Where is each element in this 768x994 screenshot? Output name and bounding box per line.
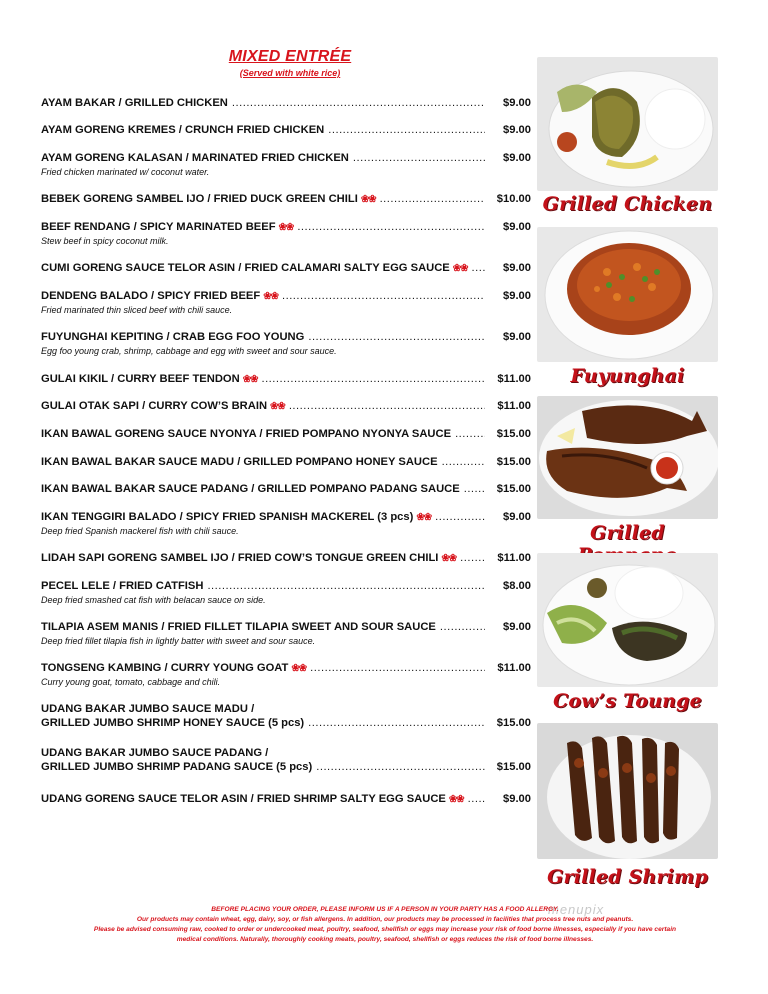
menu-item (41, 124, 531, 138)
chili-pepper-icon: ❀❀ (360, 194, 376, 205)
menu-item (41, 221, 531, 246)
dot-leader (261, 373, 485, 385)
menu-item-line (41, 703, 531, 717)
photo-caption: Cow’s Tounge (553, 690, 702, 712)
menu-item-price: $11.00 (497, 552, 531, 564)
grilled-shrimp-image (537, 723, 718, 859)
dot-leader (207, 580, 485, 592)
photo-caption: Grilled Chicken (542, 193, 713, 215)
menu-item (41, 373, 531, 387)
dot-leader (310, 662, 485, 674)
menu-item-price: $11.00 (497, 662, 531, 674)
menu-item-name: GULAI OTAK SAPI / CURRY COW’S BRAIN (41, 400, 268, 412)
menu-item (41, 483, 531, 497)
menu-item-line (41, 621, 531, 635)
menu-item-price: $11.00 (497, 400, 531, 412)
menu-item-name: GULAI KIKIL / CURRY BEEF TENDON (41, 373, 240, 385)
chili-pepper-icon: ❀❀ (441, 553, 457, 564)
dot-leader (380, 193, 485, 205)
dot-leader (308, 331, 485, 343)
grilled-chicken-image (537, 57, 718, 191)
menu-item-price: $9.00 (503, 290, 531, 302)
dot-leader (472, 262, 485, 274)
menu-item-name: IKAN TENGGIRI BALADO / SPICY FRIED SPANISH MACKEREL (3 pcs) (41, 511, 414, 523)
menu-item (41, 511, 531, 536)
menu-item (41, 152, 531, 177)
menu-item-price: $10.00 (496, 193, 531, 205)
menu-item-name: BEEF RENDANG / SPICY MARINATED BEEF (41, 221, 276, 233)
menu-item-line (41, 290, 531, 304)
cows-tongue-image (537, 553, 718, 687)
menu-item-name: GRILLED JUMBO SHRIMP HONEY SAUCE (5 pcs) (41, 717, 305, 729)
allergy-notice-line: BEFORE PLACING YOUR ORDER, PLEASE INFORM US IF A PERSON IN YOUR PARTY HAS A FOOD ALLERGY. (211, 906, 559, 913)
menu-item-name: PECEL LELE / FRIED CATFISH (41, 580, 204, 592)
menu-item-line (41, 747, 531, 761)
chili-pepper-icon: ❀❀ (242, 374, 258, 385)
menu-item-line (41, 331, 531, 345)
menu-item-name: DENDENG BALADO / SPICY FRIED BEEF (41, 290, 261, 302)
menu-item-name: UDANG BAKAR JUMBO SAUCE PADANG / (41, 747, 269, 759)
menu-item-line (41, 400, 531, 414)
menu-item (41, 400, 531, 414)
dot-leader (468, 793, 485, 805)
menu-item-description: Deep fried Spanish mackerel fish with chili sauce. (41, 526, 239, 536)
dot-leader (353, 152, 485, 164)
menu-item-line (41, 717, 531, 731)
menu-item (41, 580, 531, 605)
menu-item (41, 621, 531, 646)
chili-pepper-icon: ❀❀ (416, 512, 432, 523)
menu-item-line (41, 428, 531, 442)
allergy-notice-line: medical conditions. Naturally, thoroughly cooking meats, poultry, seafood, shellfish or eggs reduces the risk of food borne illnesses. (176, 936, 594, 943)
menu-item-line (41, 580, 531, 594)
menu-item-name: LIDAH SAPI GORENG SAMBEL IJO / FRIED COW’S TONGUE GREEN CHILI (41, 552, 439, 564)
menu-item-price: $9.00 (503, 793, 531, 805)
menu-item (41, 428, 531, 442)
dot-leader (455, 428, 485, 440)
menu-item-line (41, 662, 531, 676)
dot-leader (316, 761, 485, 773)
menu-item-name: UDANG GORENG SAUCE TELOR ASIN / FRIED SHRIMP SALTY EGG SAUCE (41, 793, 446, 805)
menu-item-line (41, 793, 531, 807)
dot-leader (289, 400, 485, 412)
menu-item-line (41, 193, 531, 207)
photo-grilled-pompano (537, 396, 718, 519)
menu-item-description: Egg foo young crab, shrimp, cabbage and egg with sweet and sour sauce. (41, 346, 337, 356)
menu-item-price: $9.00 (503, 152, 531, 164)
menu-item (41, 262, 531, 276)
menu-item-name: FUYUNGHAI KEPITING / CRAB EGG FOO YOUNG (41, 331, 305, 343)
dot-leader (435, 511, 485, 523)
menu-item (41, 747, 531, 775)
menu-item-line (41, 761, 531, 775)
menu-item-price: $9.00 (503, 331, 531, 343)
menu-item-price: $15.00 (496, 456, 531, 468)
menu-item-description: Curry young goat, tomato, cabbage and chili. (41, 677, 221, 687)
allergy-notice-line: Our products may contain wheat, egg, dairy, soy, or fish allergens. In addition, our products may be processed in facilities that process tree nuts and peanuts. (136, 916, 634, 923)
section-subtitle: (Served with white rice) (239, 68, 341, 78)
menu-item (41, 662, 531, 687)
menu-item (41, 793, 531, 807)
photo-caption: Grilled Shrimp (547, 866, 708, 888)
dot-leader (232, 97, 485, 109)
allergy-notice (40, 905, 730, 945)
dot-leader (297, 221, 485, 233)
menu-item-name: IKAN BAWAL BAKAR SAUCE PADANG / GRILLED POMPANO PADANG SAUCE (41, 483, 460, 495)
menu-item-price: $9.00 (503, 262, 531, 274)
menu-item (41, 703, 531, 731)
menu-item-line (41, 97, 531, 111)
menu-item-line (41, 152, 531, 166)
photo-grilled-chicken (537, 57, 718, 191)
menu-item-line (41, 511, 531, 525)
menu-item-price: $15.00 (496, 717, 531, 729)
menu-item-description: Fried chicken marinated w/ coconut water. (41, 167, 210, 177)
dot-leader (308, 717, 485, 729)
menu-item-price: $8.00 (503, 580, 531, 592)
menu-item-name: AYAM GORENG KALASAN / MARINATED FRIED CHICKEN (41, 152, 349, 164)
menu-item-name: TONGSENG KAMBING / CURRY YOUNG GOAT (41, 662, 289, 674)
dot-leader (282, 290, 485, 302)
photo-fuyunghai (537, 227, 718, 362)
menu-item-price: $9.00 (503, 124, 531, 136)
section-title: MIXED ENTRÉE (228, 48, 352, 65)
menu-item-name: AYAM GORENG KREMES / CRUNCH FRIED CHICKEN (41, 124, 325, 136)
menu-item-line (41, 456, 531, 470)
menu-item (41, 97, 531, 111)
chili-pepper-icon: ❀❀ (270, 401, 285, 412)
dot-leader (440, 621, 485, 633)
menu-item-price: $9.00 (503, 97, 531, 109)
menu-item (41, 290, 531, 315)
menu-item (41, 331, 531, 356)
menu-item-line (41, 373, 531, 387)
dot-leader (328, 124, 485, 136)
chili-pepper-icon: ❀❀ (278, 222, 294, 233)
fuyunghai-image (537, 227, 718, 362)
menu-item (41, 552, 531, 566)
menu-item-name: GRILLED JUMBO SHRIMP PADANG SAUCE (5 pcs) (41, 761, 313, 773)
allergy-notice-line: Please be advised consuming raw, cooked to order or undercooked meat, poultry, seafood, shellfish or eggs may increase your risk of food borne illnesses, especially if you have certain (93, 926, 677, 933)
menu-item-price: $15.00 (496, 483, 531, 495)
chili-pepper-icon: ❀❀ (291, 663, 307, 674)
menu-item-name: IKAN BAWAL BAKAR SAUCE MADU / GRILLED POMPANO HONEY SAUCE (41, 456, 438, 468)
menu-item-description: Deep fried fillet tilapia fish in lightly batter with sweet and sour sauce. (41, 636, 316, 646)
menu-item-description: Deep fried smashed cat fish with belacan sauce on side. (41, 595, 266, 605)
chili-pepper-icon: ❀❀ (448, 794, 464, 805)
menu-item-description: Stew beef in spicy coconut milk. (41, 236, 169, 246)
menu-item-line (41, 483, 531, 497)
menu-item-price: $15.00 (496, 761, 531, 773)
menu-item-name: IKAN BAWAL GORENG SAUCE NYONYA / FRIED POMPANO NYONYA SAUCE (41, 428, 452, 440)
menu-item-price: $9.00 (503, 621, 531, 633)
menu-item-name: AYAM BAKAR / GRILLED CHICKEN (41, 97, 228, 109)
menu-item-price: $9.00 (503, 511, 531, 523)
menu-item-line (41, 124, 531, 138)
menu-section-header (200, 48, 380, 78)
watermark: menupix (548, 902, 605, 917)
menu-item-line (41, 552, 531, 566)
menu-item (41, 193, 531, 207)
menu-item-line (41, 221, 531, 235)
menu-item-price: $15.00 (496, 428, 531, 440)
menu-item (41, 456, 531, 470)
dot-leader (464, 483, 485, 495)
menu-item-line (41, 262, 531, 276)
dot-leader (460, 552, 485, 564)
menu-item-price: $11.00 (497, 373, 531, 385)
menu-item-name: CUMI GORENG SAUCE TELOR ASIN / FRIED CALAMARI SALTY EGG SAUCE (41, 262, 450, 274)
photo-grilled-shrimp (537, 723, 718, 859)
menu-item-name: UDANG BAKAR JUMBO SAUCE MADU / (41, 703, 255, 715)
grilled-pompano-image (537, 396, 718, 519)
chili-pepper-icon: ❀❀ (452, 263, 468, 274)
menu-item-description: Fried marinated thin sliced beef with chili sauce. (41, 305, 233, 315)
dot-leader (442, 456, 485, 468)
photo-caption: Fuyunghai (570, 365, 685, 387)
photo-cows-tongue (537, 553, 718, 687)
menu-item-name: BEBEK GORENG SAMBEL IJO / FRIED DUCK GREEN CHILI (41, 193, 358, 205)
menu-item-price: $9.00 (503, 221, 531, 233)
chili-pepper-icon: ❀❀ (263, 291, 278, 302)
photo-caption: Grilled (590, 522, 665, 544)
menu-item-name: TILAPIA ASEM MANIS / FRIED FILLET TILAPIA SWEET AND SOUR SAUCE (41, 621, 436, 633)
